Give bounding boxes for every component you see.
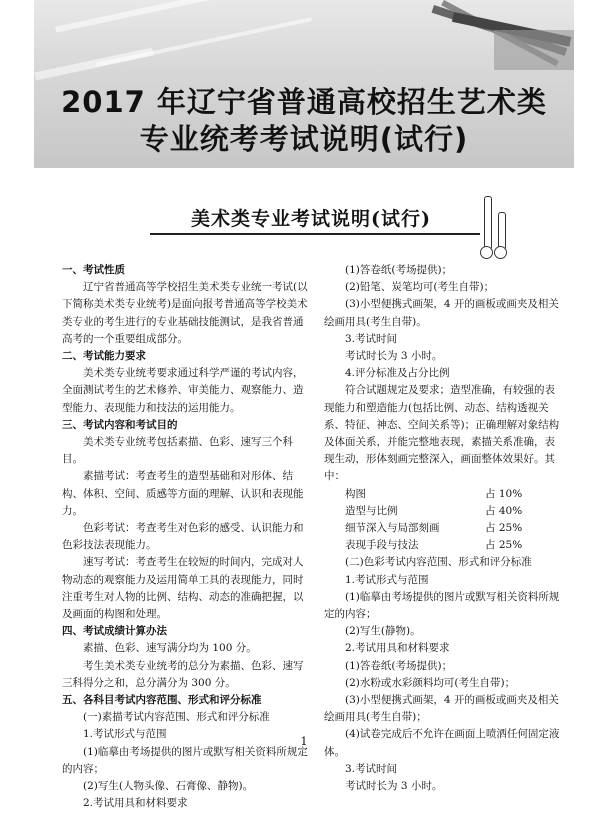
paragraph: (2)写生(静物)。 [345, 625, 421, 638]
paragraph: (1)临摹由考场提供的图片或默写相关资料所规定的内容； [324, 590, 560, 621]
paragraph: 美术类专业统考包括素描、色彩、速写三个科目。 [62, 436, 293, 466]
score-row [324, 537, 560, 554]
paragraph: 考试时长为 3 小时。 [345, 780, 443, 793]
paragraph: (1)临摹由考场提供的图片或默写相关资料所规定的内容； [62, 745, 308, 775]
score-item-name: 表现手段与技法 [345, 539, 419, 552]
brushes-illustration [424, 0, 574, 80]
paragraph: 美术类专业统考要求通过科学严谨的考试内容，全面测试考生的艺术修养、审美能力、观察能力、造型能力、表现能力和技法的运用能力。 [62, 367, 304, 414]
score-table [324, 486, 560, 555]
paragraph: 4.评分标准及占分比例 [345, 367, 450, 380]
thermometer-bulb-icon [480, 246, 493, 259]
banner-streak [55, 0, 213, 33]
score-row [324, 520, 560, 537]
paragraph: (3)小型便携式画架，4 开的画板或画夹及相关绘画用具(考生自带)。 [324, 298, 559, 328]
paragraph: (二)色彩考试内容范围、形式和评分标准 [345, 556, 532, 569]
paragraph: (1)答卷纸(考场提供)； [345, 264, 453, 276]
paragraph: 2.考试用具和材料要求 [345, 642, 450, 655]
paragraph: 3.考试时间 [345, 762, 398, 775]
paragraph: 符合试题规定及要求；造型准确，有较强的表现能力和塑造能力(包括比例、动态、结构透视关系、特征、神态、空间关系等)；正确理解对象结构及体面关系，并能完整地表现，素描关系准确，表现生动，形体刻画完整深入，画面整体效果好。其中： [324, 384, 560, 483]
paragraph: 辽宁省普通高等学校招生美术类专业统一考试(以下简称美术类专业统考)是面向报考普通高等学校美术类专业的考生进行的专业基础技能测试，是我省普通高考的一个重要组成部分。 [62, 281, 308, 345]
section-heading: 四、考试成绩计算办法 [62, 625, 167, 638]
subtitle-underline [150, 233, 480, 235]
section-heading: 一、考试性质 [62, 264, 125, 276]
paragraph: (3)小型便携式画架，4 开的画板或画夹及相关绘画用具(考生自带)； [324, 694, 559, 724]
paragraph: 1.考试形式与范围 [345, 573, 429, 586]
thermometer-icon [484, 196, 492, 250]
left-column [62, 262, 310, 813]
section-heading: 五、各科目考试内容范围、形式和评分标准 [62, 694, 262, 707]
paragraph: (一)素描考试内容范围、形式和评分标准 [83, 711, 270, 724]
paragraph: 3.考试时间 [345, 332, 398, 345]
score-item-name: 细节深入与局部刻画 [345, 522, 440, 535]
paragraph: (2)水粉或水彩颜料均可(考生自带)； [345, 676, 516, 689]
score-row [324, 503, 560, 520]
paragraph: 素描考试：考查考生的造型基础和对形体、结构、体积、空间、质感等方面的理解、认识和表现能力。 [62, 470, 304, 517]
score-item-value: 占 25% [485, 522, 523, 535]
banner-title-line2: 专业统考考试说明(试行) [139, 122, 469, 156]
paragraph: 速写考试：考查考生在较短的时间内，完成对人物动态的观察能力及运用简单工具的表现能力，同时注重考生对人物的比例、结构、动态的准确把握，以及画面的构图和处理。 [62, 556, 304, 621]
paragraph: (4)试卷完成后不允许在画面上喷洒任何固定液体。 [324, 728, 560, 758]
paragraph: 2.考试用具和材料要求 [83, 797, 188, 810]
thermometer-bulb-icon [494, 246, 507, 259]
score-item-value: 占 10% [485, 487, 523, 500]
banner-streak [34, 48, 153, 81]
score-item-value: 占 40% [485, 504, 523, 517]
section-subtitle: 美术类专业考试说明(试行) [191, 208, 431, 230]
score-row [324, 486, 560, 503]
score-item-name: 构图 [345, 487, 366, 500]
header-banner [34, 0, 574, 168]
paragraph: (2)铅笔、炭笔均可(考生自带)； [345, 281, 495, 294]
banner-title-line1: 2017 年辽宁省普通高校招生艺术类 [61, 85, 547, 119]
paragraph: 素描、色彩、速写满分均为 100 分。 [83, 642, 257, 655]
paragraph: 1.考试形式与范围 [83, 728, 167, 741]
thermometer-icon [498, 212, 506, 250]
right-column-top [324, 262, 560, 486]
right-column [324, 262, 560, 795]
paragraph: (1)答卷纸(考场提供)； [345, 659, 453, 672]
paragraph: 色彩考试：考查考生对色彩的感受、认识能力和色彩技法表现能力。 [62, 522, 304, 552]
paragraph: 考生美术类专业统考的总分为素描、色彩、速写三科得分之和，总分满分为 300 分。 [62, 659, 304, 689]
page-number: 1 [300, 735, 308, 748]
right-column-bottom [324, 554, 560, 795]
score-item-value: 占 25% [485, 539, 523, 552]
paragraph: 考试时长为 3 小时。 [345, 350, 443, 363]
paragraph: (2)写生(人物头像、石膏像、静物)。 [83, 780, 254, 793]
score-item-name: 造型与比例 [345, 504, 398, 517]
section-heading: 三、考试内容和考试目的 [62, 418, 178, 431]
section-heading: 二、考试能力要求 [62, 350, 146, 363]
